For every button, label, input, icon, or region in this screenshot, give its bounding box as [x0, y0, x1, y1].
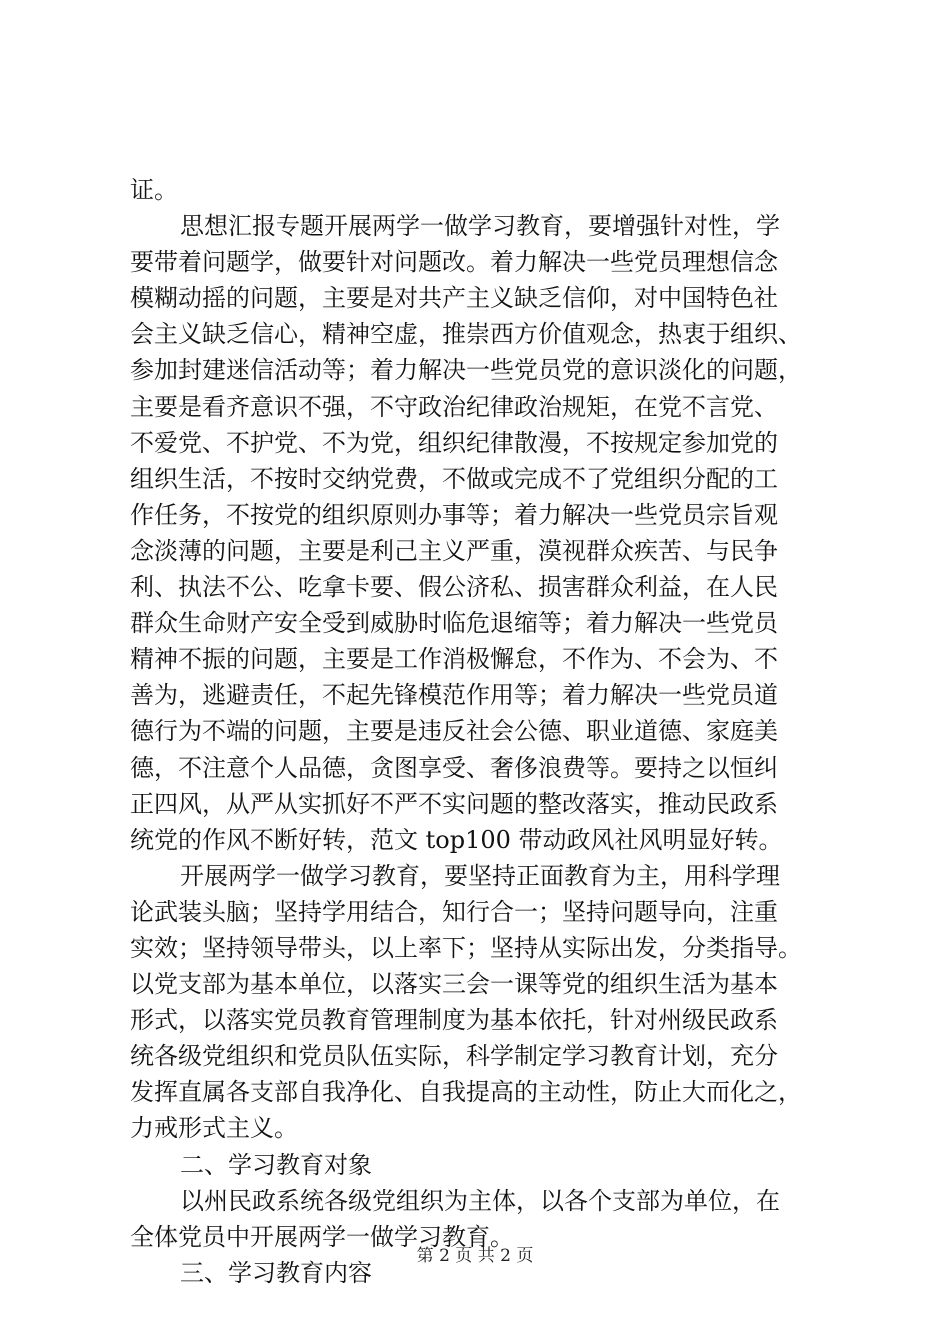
text-line: 正四风，从严从实抓好不严不实问题的整改落实，推动民政系: [130, 789, 778, 818]
text-line: 实效；坚持领导带头，以上率下；坚持从实际出发，分类指导。: [130, 933, 802, 962]
text-line: 以党支部为基本单位，以落实三会一课等党的组织生活为基本: [130, 970, 778, 999]
text-line: 模糊动摇的问题，主要是对共产主义缺乏信仰，对中国特色社: [130, 284, 778, 313]
document-body: [130, 172, 830, 1291]
text-line: 以州民政系统各级党组织为主体，以各个支部为单位，在: [180, 1186, 780, 1215]
text-line: 发挥直属各支部自我净化、自我提高的主动性，防止大而化之，: [130, 1078, 802, 1107]
text-line: 主要是看齐意识不强，不守政治纪律政治规矩，在党不言党、: [130, 392, 778, 421]
text-line: 念淡薄的问题，主要是利己主义严重，漠视群众疾苦、与民争: [130, 536, 778, 565]
text-line: 统各级党组织和党员队伍实际，科学制定学习教育计划，充分: [130, 1042, 778, 1071]
text-line: 要带着问题学，做要针对问题改。着力解决一些党员理想信念: [130, 248, 778, 277]
text-line: 证。: [130, 176, 178, 204]
text-line: 参加封建迷信活动等；着力解决一些党员党的意识淡化的问题，: [130, 356, 802, 385]
text-line: 力戒形式主义。: [130, 1114, 298, 1143]
text-line: 利、执法不公、吃拿卡要、假公济私、损害群众利益，在人民: [130, 573, 778, 602]
text-line: 组织生活，不按时交纳党费，不做或完成不了党组织分配的工: [130, 464, 778, 493]
text-line: 德，不注意个人品德，贪图享受、奢侈浪费等。要持之以恒纠: [130, 753, 778, 782]
page-footer: 第 2 页 共 2 页: [416, 1246, 534, 1266]
text-line: 作任务，不按党的组织原则办事等；着力解决一些党员宗旨观: [130, 500, 778, 529]
text-line: 二、学习教育对象: [180, 1150, 372, 1179]
text-line: 全体党员中开展两学一做学习教育。: [130, 1222, 514, 1251]
text-line: 统党的作风不断好转，范文 top100 带动政风社风明显好转。: [130, 825, 783, 854]
text-line: 不爱党、不护党、不为党，组织纪律散漫，不按规定参加党的: [130, 428, 778, 457]
text-line: 思想汇报专题开展两学一做学习教育，要增强针对性，学: [180, 212, 780, 241]
text-line: 德行为不端的问题，主要是违反社会公德、职业道德、家庭美: [130, 717, 778, 746]
text-line: 精神不振的问题，主要是工作消极懈怠，不作为、不会为、不: [130, 645, 778, 674]
text-line: 形式，以落实党员教育管理制度为基本依托，针对州级民政系: [130, 1006, 778, 1035]
text-line: 论武装头脑；坚持学用结合，知行合一；坚持问题导向，注重: [130, 897, 778, 926]
text-line: 开展两学一做学习教育，要坚持正面教育为主，用科学理: [180, 861, 780, 890]
text-line: 群众生命财产安全受到威胁时临危退缩等；着力解决一些党员: [130, 609, 778, 638]
text-line: 三、学习教育内容: [180, 1258, 372, 1287]
text-line: 会主义缺乏信心，精神空虚，推崇西方价值观念，热衷于组织、: [130, 320, 802, 349]
text-line: 善为，逃避责任，不起先锋模范作用等；着力解决一些党员道: [130, 681, 778, 710]
